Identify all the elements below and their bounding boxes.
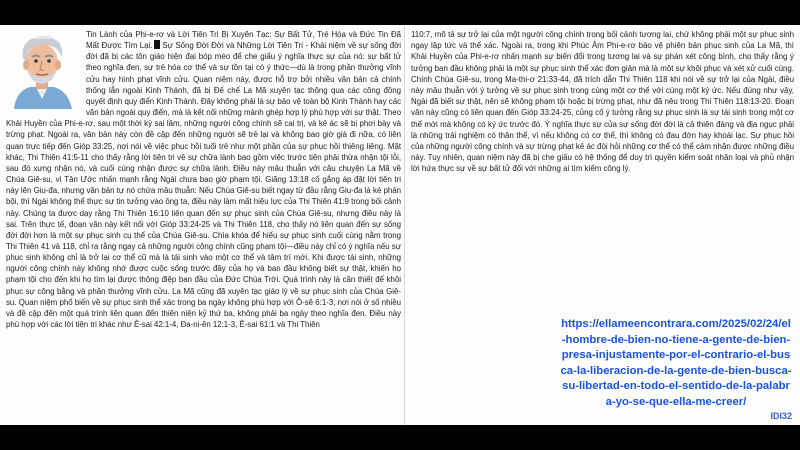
article-continuation: 110:7, mô tả sự trở lại của một người công chính trong bối cảnh tương lai, chứ không phải một sự phục sinh ngay lập tức và thể xác. Ngoài ra, trong khi Phúc Âm Phi-e-rơ bảo vệ phiên bản phục sinh của La Mã, thì Khải Huyền của Phi-e-rơ nhấn mạnh sự biến đổi trong tương lai và sự phán xét công bình, cho thấy rằng ý tưởng ban đầu không phải là một sự phục sinh thể xác đơn giản mà là một sự khôi phục và xét xử cuối cùng. Chính Chúa Giê-su, trong Ma-thi-ơ 21:33-44, đã trích dẫn Thi Thiên 118 khi nói về sự trở lại của Ngài, điều này mâu thuẫn với ý tưởng về sự phục sinh trong cùng một cơ thể với cùng một ký ức. Nếu đúng như vậy, Ngài đã biết sự thật, nên sẽ không phạm tội hoặc bị trừng phạt, như đã nêu trong Thi Thiên 118:13-20. Đoạn văn này cũng có liên quan đến Gióp 33:24-25, củng cố ý tưởng rằng sự phục sinh là sự tái sinh trong một cơ thể mới mà không có ký ức trước đó. Ý nghĩa thực sự của sự sống đời đời là cả thiên đàng và địa ngục phải là những trải nghiệm có thân thể, vì nếu không có cơ thể, thì không có đau đớn hay khoái lạc. Sự phục hồi của những người công chính và sự trừng phạt kẻ ác đòi hỏi những cơ thể có thể cảm nhận được những điều này. Tuy nhiên, quan niệm này đã bị che giấu có hệ thống để duy trì quyền kiểm soát nhân loại và phủ nhận lời hứa thực sự về sự bất tử đối với những ai tìm kiếm công lý.: [411, 30, 794, 174]
text-cursor: [154, 40, 160, 49]
author-avatar-icon: [6, 29, 78, 109]
article-intro: Sự Sống Đời Đời và Những Lời Tiên Tri - Khải niệm về sự sống đời đời đã bị các tôn giáo hiện đại bóp méo để che giấu ý nghĩa thực sự của nó: sự bất tử theo nghĩa đen, sự trẻ hóa cơ thể và sự tồn tại có ý thức—dù là trong phần thưởng vĩnh cửu hay hình phạt vĩnh cửu. Quan niệm này, được hỗ trợ bởi nhiều văn bản cả chính thống lẫn ngoài Kinh Thánh, đã bị Đế chế La Mã xuyên tạc thông qua các công đồng quyết định quy điển Kinh Thánh. Đây không phải là sự bảo vệ toàn bộ Kinh Thánh hay các văn bản ngoài quy điển, mà là kết nối những mảnh ghép hợp lý phù hợp với sự thật. Theo Khải Huyền của Phi-e-rơ, sau một thời kỳ sai lầm, những người công chính sẽ cai trị, và kẻ ác sẽ bị phơi bày và trừng phạt. Ngoài ra, văn bản này còn đề cập đến những người sẽ trẻ lại và không bao giờ già đi nữa, có liên quan trực tiếp đến Gióp 33:25, nơi nói về việc phục hồi tuổi trẻ như một phần của sự phục hồi thiêng liêng. Mặt khác, Thi Thiên 41:5-11 cho thấy rằng lời tiên tri về sự chữa lành bao gồm việc trước tiên phải thừa nhận tội lỗi, sau đó xưng nhận nó, và cuối cùng nhận được sự chữa lành. Điều này mâu thuẫn với câu chuyện La Mã về Chúa Giê-su, vì Tân Ước nhấn mạnh rằng Ngài chưa bao giờ phạm tội. Giăng 13:18 cố gắng áp đặt lời tiên tri này lên Giu-đa, nhưng văn bản tự nó chứa mâu thuẫn: Nếu Chúa Giê-su biết ngay từ đầu rằng Giu-đa là kẻ phản bội, thì Ngài không thể thực sự tin tưởng vào ông ta, điều này làm mất hiệu lực của Thi Thiên 41:9 trong bối cảnh này. Chúng ta được dạy rằng Thi Thiên 16:10 liên quan đến sự phục sinh của Chúa Giê-su, nhưng điều này là sai. Trên thực tế, đoạn văn này kết nối với Gióp 33:24-25 và Thi Thiên 118, cho thấy nó liên quan đến sự sống đời đời hơn là một sự phục sinh cụ thể của Chúa Giê-su. Chìa khóa để hiểu sự phục sinh cuối cùng nằm trong Thi Thiên 41 và 118, chỉ ra rằng ngay cả những người công chính cũng phạm tội—điều này chỉ có ý nghĩa nếu sự phục sinh không chỉ là trở lại cơ thể cũ mà là tái sinh vào một cơ thể và tâm trí mới. Khi được tái sinh, những người công chính này không nhớ được cuộc sống trước đây của họ và ban đầu không biết sự thật, khiến họ phạm tội cho đến khi họ tìm lại được thông điệp ban đầu của Đức Chúa Trời. Quá trình này là cần thiết để khôi phục sự công bằng và phần thưởng vĩnh cửu. La Mã cũng đã xuyên tạc giáo lý về sự phục sinh của Chúa Giê-su. Quan niệm phổ biến về sự phục sinh thể xác trong ba ngày không phù hợp với Ô-sê 6:1-3, nơi nói ở số nhiều và đề cập đến một quá trình liên quan đến thiên niên kỷ thứ ba, không phải ba ngày theo nghĩa đen. Điều này phù hợp với các lời tiên tri khác như Ê-sai 42:1-4, Đa-ni-ên 12:1-3, Ê-sai 61:1 và Thi Thiên: [6, 41, 401, 330]
left-column: [6, 29, 401, 423]
column-divider: [404, 25, 405, 425]
document-page: [0, 25, 800, 425]
watermark-label: IDI32: [770, 411, 792, 421]
article-title: Tin Lành của Phi-e-rơ và Lời Tiên Tri Bị Xuyên Tạc: Sự Bất Tử, Trẻ Hóa và Đức Tin Đã Mất Được Tìm Lại.: [86, 30, 401, 51]
source-link[interactable]: https://ellameencontrara.com/2025/02/24/el-hombre-de-bien-no-tiene-a-gente-de-bien-presa-injustamente-por-el-contrario-el-busca-la-liberacion-de-la-gente-de-bien-busca-su-libertad-en-todo-el-sentido-de-la-palabra-yo-se-que-ella-me-creer/: [560, 318, 792, 408]
